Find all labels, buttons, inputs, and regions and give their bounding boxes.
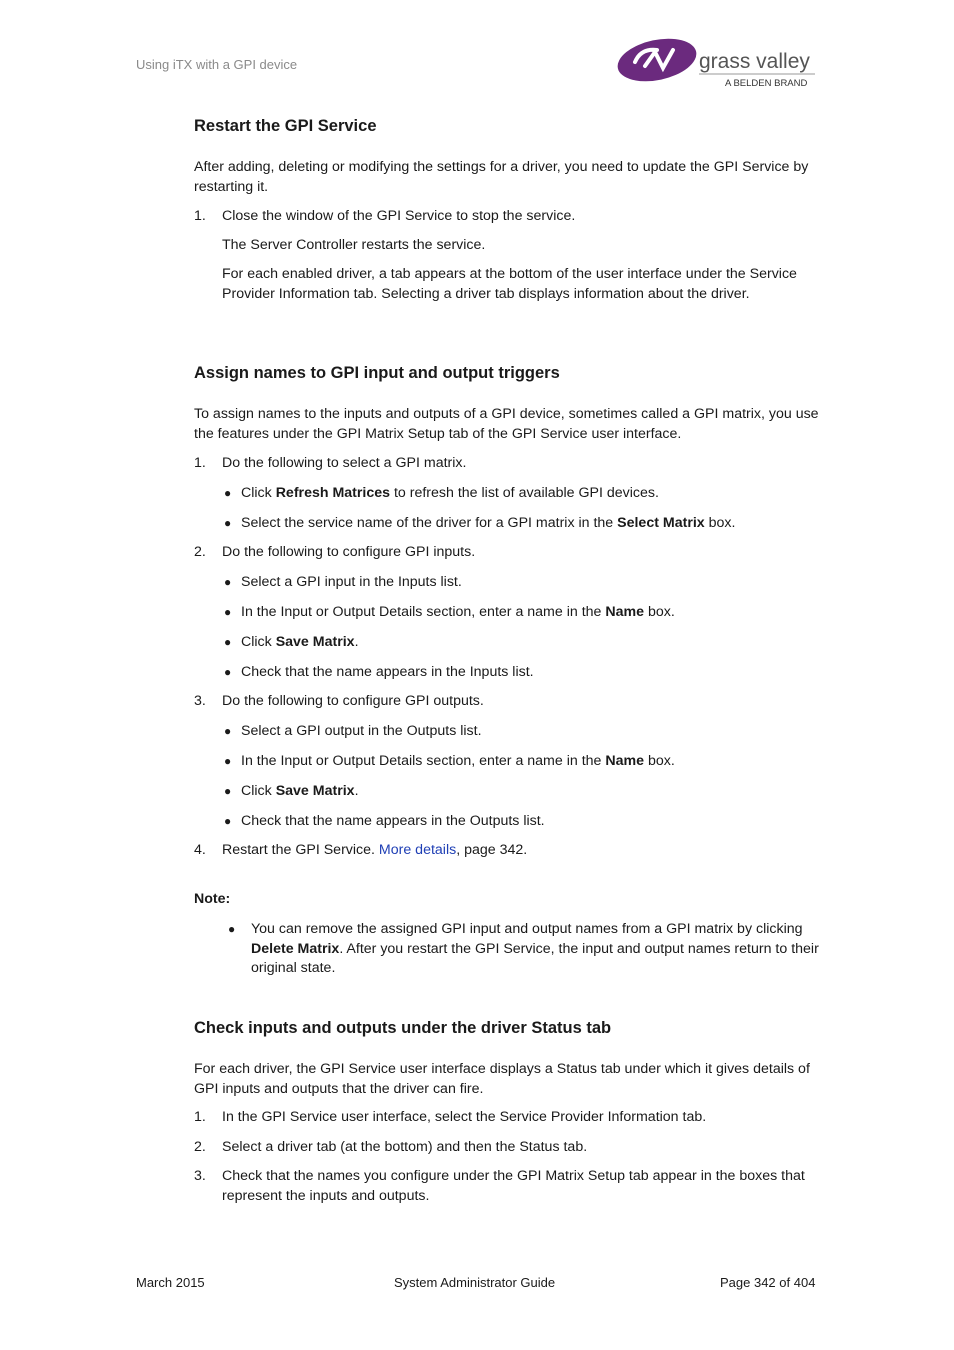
step-paragraph: The Server Controller restarts the service. xyxy=(222,237,486,253)
bullet-icon: ● xyxy=(224,516,232,530)
step-text: Close the window of the GPI Service to stop the service. xyxy=(222,208,576,224)
step-number: 1. xyxy=(194,208,206,224)
note-text: You can remove the assigned GPI input and output names from a GPI matrix by clicking Delete Matrix. After you restart the GPI Service, the input and output names return to their original state. xyxy=(251,921,819,976)
running-header-title: Using iTX with a GPI device xyxy=(136,57,298,72)
step-text: Do the following to configure GPI outputs. xyxy=(222,693,484,709)
bullet-icon: ● xyxy=(224,724,232,738)
step-number: 2. xyxy=(194,544,206,560)
bullet-icon: ● xyxy=(224,784,232,798)
bullet-icon: ● xyxy=(224,605,232,619)
bullet-item: Select a GPI input in the Inputs list. xyxy=(241,574,462,590)
step-text: Restart the GPI Service. More details, page 342. xyxy=(222,842,528,858)
step-number: 1. xyxy=(194,1109,206,1125)
footer-date: March 2015 xyxy=(136,1275,205,1290)
bullet-item: In the Input or Output Details section, enter a name in the Name box. xyxy=(241,604,675,620)
step-text: Check that the names you configure under the GPI Matrix Setup tab appear in the boxes that represent the inputs and outputs. xyxy=(222,1168,805,1204)
footer-page-number: Page 342 of 404 xyxy=(720,1275,816,1290)
bullet-item: Select a GPI output in the Outputs list. xyxy=(241,723,482,739)
step-text: In the GPI Service user interface, select the Service Provider Information tab. xyxy=(222,1109,707,1125)
bullet-icon: ● xyxy=(224,635,232,649)
bullet-icon: ● xyxy=(224,665,232,679)
bullet-item: Click Refresh Matrices to refresh the list of available GPI devices. xyxy=(241,485,659,501)
bullet-item: Check that the name appears in the Outputs list. xyxy=(241,813,545,829)
step-number: 1. xyxy=(194,455,206,471)
more-details-link[interactable]: More details xyxy=(378,842,457,858)
bullet-icon: ● xyxy=(224,754,232,768)
step-number: 3. xyxy=(194,693,206,709)
bullet-item: Select the service name of the driver for a GPI matrix in the Select Matrix box. xyxy=(241,515,736,531)
note-label: Note: xyxy=(194,891,231,907)
step-text: Select a driver tab (at the bottom) and then the Status tab. xyxy=(222,1139,588,1155)
paragraph-restart-intro: After adding, deleting or modifying the settings for a driver, you need to update the GPI Service by restarting it. xyxy=(194,159,809,195)
step-number: 3. xyxy=(194,1168,206,1184)
paragraph-assign-intro: To assign names to the inputs and outputs of a GPI device, sometimes called a GPI matrix, you use the features under the GPI Matrix Setup tab of the GPI Service user interface. xyxy=(194,406,819,442)
step-text: Do the following to configure GPI inputs. xyxy=(222,544,476,560)
section-heading-assign-names: Assign names to GPI input and output triggers xyxy=(194,364,560,382)
section-heading-restart: Restart the GPI Service xyxy=(194,117,377,135)
logo-subtext: A BELDEN BRAND xyxy=(725,78,808,89)
bullet-item: Click Save Matrix. xyxy=(241,783,359,799)
step-number: 2. xyxy=(194,1139,206,1155)
step-number: 4. xyxy=(194,842,206,858)
footer-title: System Administrator Guide xyxy=(394,1275,556,1290)
section-heading-check-status: Check inputs and outputs under the driver Status tab xyxy=(194,1019,612,1037)
step-text: Do the following to select a GPI matrix. xyxy=(222,455,467,471)
logo-wordmark: grass valley xyxy=(699,50,810,73)
bullet-icon: ● xyxy=(228,922,236,936)
bullet-item: In the Input or Output Details section, enter a name in the Name box. xyxy=(241,753,675,769)
bullet-item: Check that the name appears in the Inputs list. xyxy=(241,664,534,680)
bullet-icon: ● xyxy=(224,575,232,589)
step-paragraph: For each enabled driver, a tab appears at the bottom of the user interface under the Service Provider Information tab. Selecting a driver tab displays information about the driver. xyxy=(222,266,797,302)
bullet-icon: ● xyxy=(224,814,232,828)
bullet-item: Click Save Matrix. xyxy=(241,634,359,650)
bullet-icon: ● xyxy=(224,486,232,500)
grass-valley-logo xyxy=(615,36,820,90)
paragraph-status-intro: For each driver, the GPI Service user interface displays a Status tab under which it gives details of GPI inputs and outputs that the driver can fire. xyxy=(194,1061,810,1097)
